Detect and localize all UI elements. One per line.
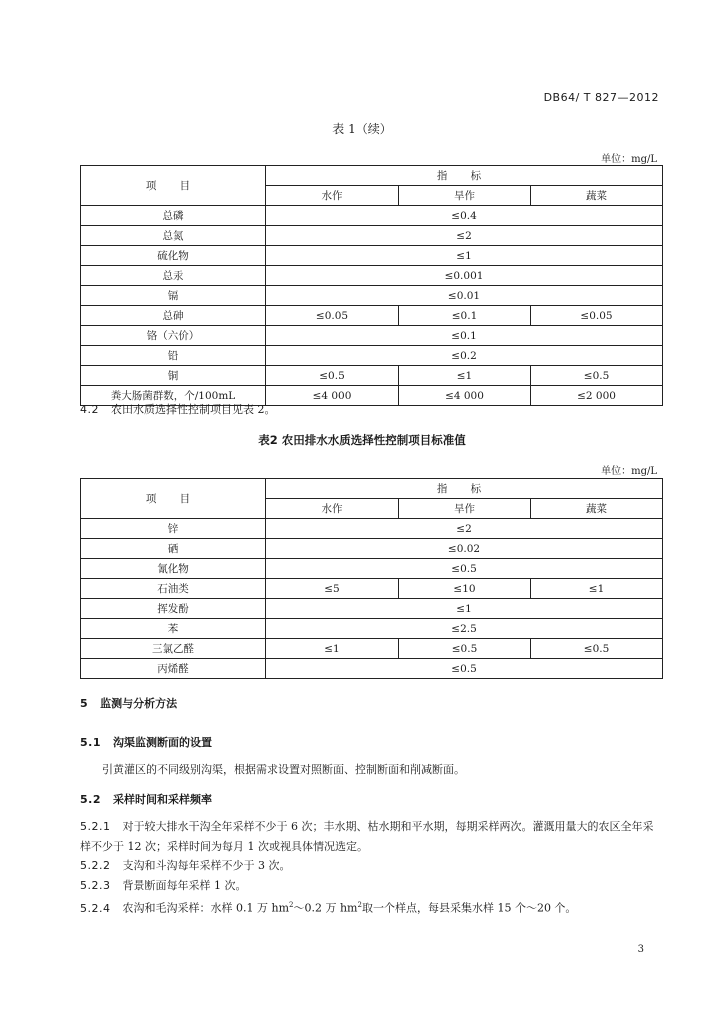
value-cell: ≤1 bbox=[531, 579, 663, 599]
table-row bbox=[81, 326, 663, 346]
value-cell: ≤0.5 bbox=[266, 366, 399, 386]
table-row bbox=[81, 659, 663, 679]
item-cell: 氰化物 bbox=[81, 559, 266, 579]
section-number: 5.2 bbox=[80, 793, 101, 806]
clause-number: 4.2 bbox=[80, 403, 99, 416]
value-cell: ≤0.5 bbox=[399, 639, 531, 659]
value-cell: ≤0.5 bbox=[531, 366, 663, 386]
item-cell: 丙烯醛 bbox=[81, 659, 266, 679]
clause-number: 5.2.2 bbox=[80, 859, 111, 872]
value-cell-merged: ≤0.2 bbox=[266, 346, 663, 366]
item-cell: 总磷 bbox=[81, 206, 266, 226]
table-row bbox=[81, 246, 663, 266]
section-title: 采样时间和采样频率 bbox=[113, 793, 212, 806]
section-number: 5 bbox=[80, 697, 89, 710]
value-cell-merged: ≤2 bbox=[266, 519, 663, 539]
table-row bbox=[81, 599, 663, 619]
value-cell-merged: ≤0.4 bbox=[266, 206, 663, 226]
item-cell: 总氮 bbox=[81, 226, 266, 246]
item-cell: 总汞 bbox=[81, 266, 266, 286]
value-cell-merged: ≤0.02 bbox=[266, 539, 663, 559]
standard-code: DB64/ T 827—2012 bbox=[543, 91, 659, 104]
table1-subheader: 水作 bbox=[266, 186, 399, 206]
section-title: 沟渠监测断面的设置 bbox=[113, 736, 212, 749]
paragraph-4-2 bbox=[80, 400, 660, 420]
clause-number: 5.2.3 bbox=[80, 879, 111, 892]
value-cell-merged: ≤0.5 bbox=[266, 559, 663, 579]
table-row bbox=[81, 286, 663, 306]
table2-title: 表2 农田排水水质选择性控制项目标准值 bbox=[258, 433, 466, 447]
item-cell: 石油类 bbox=[81, 579, 266, 599]
value-cell-merged: ≤0.1 bbox=[266, 326, 663, 346]
table-row bbox=[81, 579, 663, 599]
section-5-heading bbox=[80, 694, 660, 714]
value-cell: ≤5 bbox=[266, 579, 399, 599]
value-cell-merged: ≤0.001 bbox=[266, 266, 663, 286]
table-row bbox=[81, 619, 663, 639]
clause-number: 5.2.4 bbox=[80, 901, 111, 915]
item-cell: 粪大肠菌群数，个/100mL bbox=[81, 386, 266, 406]
superscript: 2 bbox=[289, 901, 294, 909]
table-row bbox=[81, 206, 663, 226]
table1-unit: 单位：mg/L bbox=[601, 154, 657, 165]
table2-header-index: 指 标 bbox=[266, 479, 663, 499]
item-cell: 镉 bbox=[81, 286, 266, 306]
value-cell-merged: ≤1 bbox=[266, 599, 663, 619]
table1-subheader: 旱作 bbox=[399, 186, 531, 206]
section-number: 5.1 bbox=[80, 736, 101, 749]
table1-header-index: 指 标 bbox=[266, 166, 663, 186]
table1-title: 表 1（续） bbox=[332, 122, 392, 136]
clause-5-2-3 bbox=[80, 876, 660, 896]
table2-subheader: 水作 bbox=[266, 499, 399, 519]
table-row bbox=[81, 306, 663, 326]
item-cell: 总砷 bbox=[81, 306, 266, 326]
value-cell-merged: ≤1 bbox=[266, 246, 663, 266]
value-cell-merged: ≤2.5 bbox=[266, 619, 663, 639]
item-cell: 锌 bbox=[81, 519, 266, 539]
table-row bbox=[81, 346, 663, 366]
item-cell: 铬（六价） bbox=[81, 326, 266, 346]
value-cell: ≤10 bbox=[399, 579, 531, 599]
item-cell: 苯 bbox=[81, 619, 266, 639]
value-cell: ≤0.5 bbox=[531, 639, 663, 659]
table1-subheader: 蔬菜 bbox=[531, 186, 663, 206]
table-row bbox=[81, 639, 663, 659]
clause-text: 农沟和毛沟采样：水样 0.1 万 hm bbox=[122, 901, 289, 915]
clause-5-2-1 bbox=[80, 817, 660, 857]
clause-5-2-4 bbox=[80, 895, 660, 919]
item-cell: 三氯乙醛 bbox=[81, 639, 266, 659]
section-5-1-heading bbox=[80, 733, 660, 753]
page-number: 3 bbox=[637, 944, 644, 955]
table2-unit: 单位：mg/L bbox=[601, 466, 657, 477]
clause-5-2-2 bbox=[80, 856, 660, 876]
item-cell: 铜 bbox=[81, 366, 266, 386]
superscript: 2 bbox=[357, 901, 362, 909]
table-row bbox=[81, 226, 663, 246]
item-cell: 铅 bbox=[81, 346, 266, 366]
table1-header-item: 项 目 bbox=[81, 166, 266, 206]
clause-text: 背景断面每年采样 1 次。 bbox=[122, 879, 247, 892]
item-cell: 挥发酚 bbox=[81, 599, 266, 619]
table-row bbox=[81, 366, 663, 386]
clause-text: 支沟和斗沟每年采样不少于 3 次。 bbox=[122, 859, 291, 872]
clause-text: 对于较大排水干沟全年采样不少于 6 次；丰水期、枯水期和平水期，每期采样两次。灌溉用量大的农区全年采样不少于 12 次；采样时间为每月 1 次或视具体情况选定。 bbox=[80, 820, 654, 853]
section-5-1-text: 引黄灌区的不同级别沟渠，根据需求设置对照断面、控制断面和削减断面。 bbox=[102, 763, 465, 776]
clause-text: ～0.2 万 hm bbox=[293, 901, 358, 915]
section-5-2-heading bbox=[80, 790, 660, 810]
table-row bbox=[81, 266, 663, 286]
value-cell: ≤1 bbox=[266, 639, 399, 659]
clause-text: 取一个样点，每县采集水样 15 个～20 个。 bbox=[361, 901, 577, 915]
table2-header-item: 项 目 bbox=[81, 479, 266, 519]
item-cell: 硫化物 bbox=[81, 246, 266, 266]
table-row bbox=[81, 559, 663, 579]
value-cell-merged: ≤0.01 bbox=[266, 286, 663, 306]
clause-text: 农田水质选择性控制项目见表 2。 bbox=[111, 403, 276, 416]
item-cell: 硒 bbox=[81, 539, 266, 559]
table-row bbox=[81, 539, 663, 559]
section-title: 监测与分析方法 bbox=[100, 697, 178, 710]
value-cell: ≤2 000 bbox=[531, 386, 663, 406]
value-cell: ≤4 000 bbox=[399, 386, 531, 406]
value-cell: ≤0.05 bbox=[266, 306, 399, 326]
table2-subheader: 蔬菜 bbox=[531, 499, 663, 519]
value-cell: ≤0.1 bbox=[399, 306, 531, 326]
value-cell-merged: ≤0.5 bbox=[266, 659, 663, 679]
value-cell: ≤4 000 bbox=[266, 386, 399, 406]
value-cell: ≤0.05 bbox=[531, 306, 663, 326]
table2 bbox=[80, 478, 663, 679]
clause-number: 5.2.1 bbox=[80, 820, 111, 833]
table1 bbox=[80, 165, 663, 406]
value-cell: ≤1 bbox=[399, 366, 531, 386]
value-cell-merged: ≤2 bbox=[266, 226, 663, 246]
table2-subheader: 旱作 bbox=[399, 499, 531, 519]
table-row bbox=[81, 519, 663, 539]
